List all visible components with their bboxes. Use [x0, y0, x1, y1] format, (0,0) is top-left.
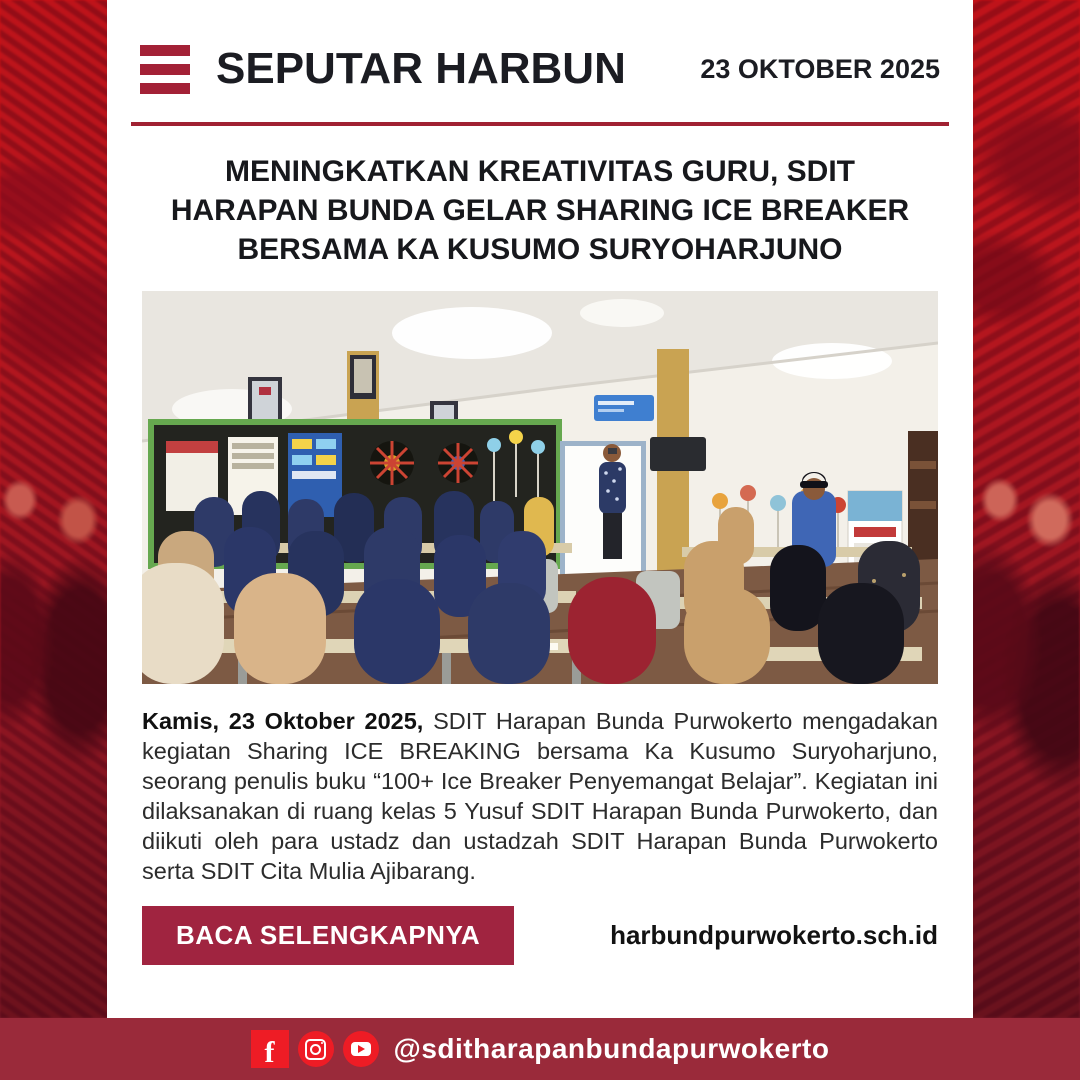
headline-line-3: BERSAMA KA KUSUMO SURYOHARJUNO [237, 233, 843, 266]
article-body [142, 706, 938, 886]
website-url: harbundpurwokerto.sch.id [610, 920, 938, 950]
youtube-icon[interactable] [343, 1031, 379, 1067]
headline-line-2: HARAPAN BUNDA GELAR SHARING ICE BREAKER [170, 194, 910, 227]
menu-icon[interactable] [140, 45, 190, 94]
article-photo [142, 291, 938, 684]
card-header [107, 0, 973, 94]
footer-bar [0, 1018, 1080, 1080]
content-card [107, 0, 973, 1018]
read-more-button[interactable]: BACA SELENGKAPNYA [142, 906, 514, 965]
issue-date: 23 OKTOBER 2025 [700, 53, 940, 84]
headline-line-1: MENINGKATKAN KREATIVITAS GURU, SDIT [225, 155, 855, 188]
social-handle: @sditharapanbundapurwokerto [393, 1033, 830, 1064]
article-headline [143, 152, 937, 269]
instagram-icon[interactable] [298, 1031, 334, 1067]
cta-row [142, 906, 938, 965]
article-date-lead: Kamis, 23 Oktober 2025, [142, 708, 424, 734]
article-body-rest: SDIT Harapan Bunda Purwokerto mengadakan kegiatan Sharing ICE BREAKING bersama Ka Kusumo Suryoharjuno, seorang penulis buku “100+ Ice Breaker Penyemangat Belajar”. Kegiatan ini dilaksanakan di ruang kelas 5 Yusuf SDIT Harapan Bunda Purwokerto, dan diikuti oleh para ustadz dan ustadzah SDIT Harapan Bunda Purwokerto serta SDIT Cita Mulia Ajibarang. [142, 708, 938, 884]
facebook-icon[interactable]: f [251, 1030, 289, 1068]
brand-title: SEPUTAR HARBUN [216, 44, 626, 93]
header-divider [131, 122, 949, 126]
